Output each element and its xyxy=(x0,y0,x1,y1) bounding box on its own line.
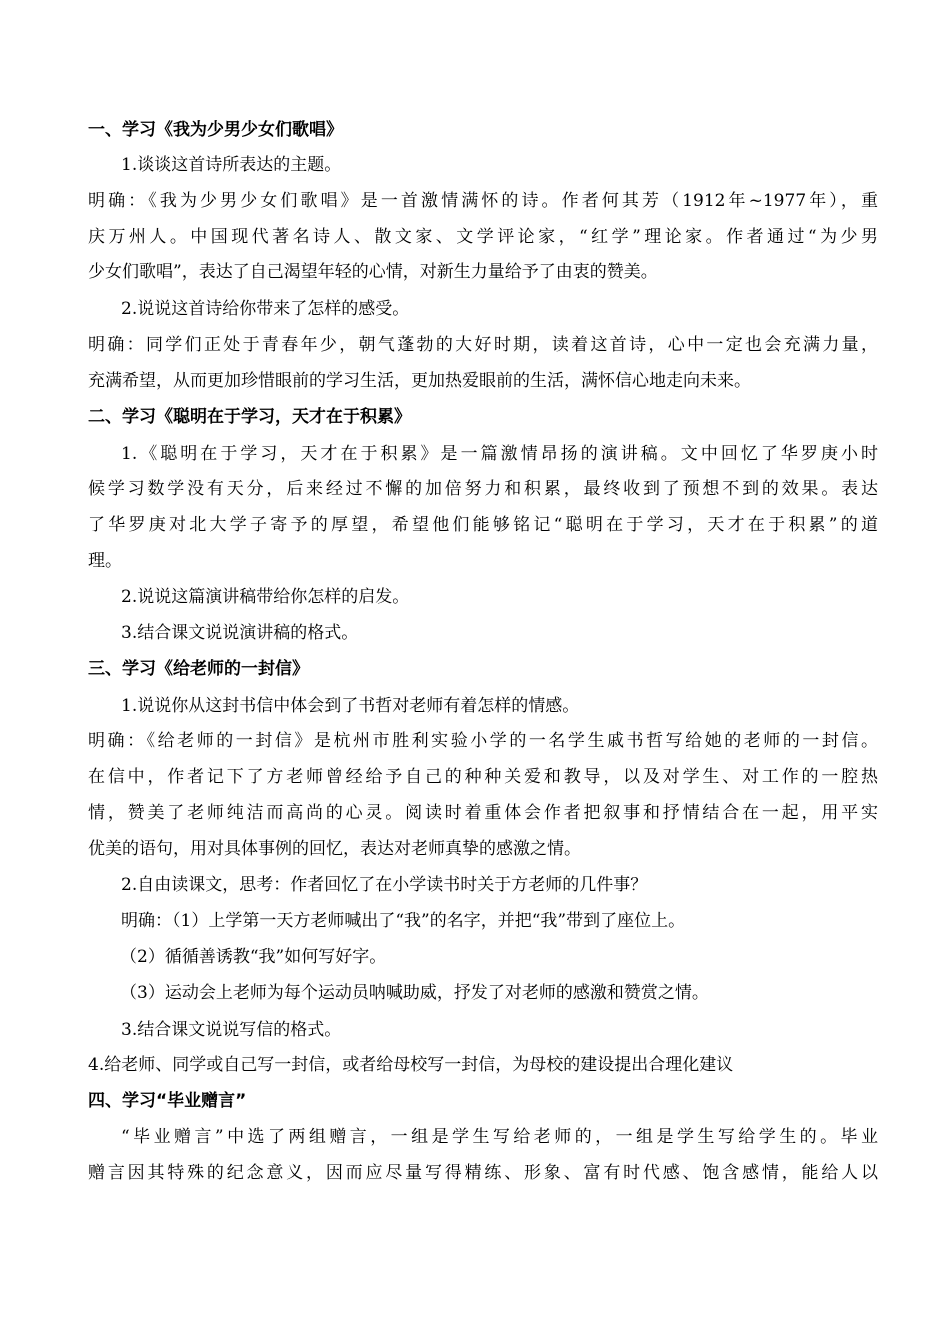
section-heading-3: 三、学习《给老师的一封信》 xyxy=(88,659,309,679)
section-heading-2: 二、学习《聪明在于学习，天才在于积累》 xyxy=(88,407,411,427)
answer-3-2-item-1: 明确：（1）上学第一天方老师喊出了“我”的名字，并把“我”带到了座位上。 xyxy=(121,911,686,931)
answer-line: 明确：《我为少男少女们歌唱》是一首激情满怀的诗。作者何其芳（1912年~1977年），重 xyxy=(88,191,878,211)
question-3-2: 2.自由读课文，思考：作者回忆了在小学读书时关于方老师的几件事？ xyxy=(121,875,648,895)
question-2-2: 2.说说这篇演讲稿带给你怎样的启发。 xyxy=(121,587,410,607)
question-1-1: 1.谈谈这首诗所表达的主题。 xyxy=(121,155,342,175)
question-3-4: 4.给老师、同学或自己写一封信，或者给母校写一封信，为母校的建设提出合理化建议 xyxy=(88,1055,734,1075)
paragraph-line: “毕业赠言”中选了两组赠言，一组是学生写给老师的，一组是学生写给学生的。毕业 xyxy=(121,1127,878,1147)
paragraph-line: 了华罗庚对北大学子寄予的厚望，希望他们能够铭记“聪明在于学习，天才在于积累”的道 xyxy=(88,515,878,535)
paragraph-line: 候学习数学没有天分，后来经过不懈的加倍努力和积累，最终收到了预想不到的效果。表达 xyxy=(88,479,878,499)
paragraph-line: 赠言因其特殊的纪念意义，因而应尽量写得精练、形象、富有时代感、饱含感情，能给人以 xyxy=(88,1163,878,1183)
answer-line: 优美的语句，用对具体事例的回忆，表达对老师真挚的感激之情。 xyxy=(88,839,581,859)
question-3-1: 1.说说你从这封书信中体会到了书哲对老师有着怎样的情感。 xyxy=(121,696,580,716)
question-2-3: 3.结合课文说说演讲稿的格式。 xyxy=(121,623,359,643)
answer-line: 在信中，作者记下了方老师曾经给予自己的种种关爱和教导，以及对学生、对工作的一腔热 xyxy=(88,767,878,787)
answer-line: 少女们歌唱”，表达了自己渴望年轻的心情，对新生力量给予了由衷的赞美。 xyxy=(88,262,658,282)
section-heading-1: 一、学习《我为少男少女们歌唱》 xyxy=(88,120,343,140)
paragraph-line: 理。 xyxy=(88,551,122,571)
answer-line: 情，赞美了老师纯洁而高尚的心灵。阅读时着重体会作者把叙事和抒情结合在一起，用平实 xyxy=(88,803,878,823)
answer-3-2-item-2: （2）循循善诱教“我”如何写好字。 xyxy=(120,947,387,967)
answer-3-2-item-3: （3）运动会上老师为每个运动员呐喊助威，抒发了对老师的感激和赞赏之情。 xyxy=(120,983,709,1003)
section-heading-4: 四、学习“毕业赠言” xyxy=(88,1091,247,1111)
paragraph-line: 1.《聪明在于学习，天才在于积累》是一篇激情昂扬的演讲稿。文中回忆了华罗庚小时 xyxy=(121,444,878,464)
answer-line: 充满希望，从而更加珍惜眼前的学习生活，更加热爱眼前的生活，满怀信心地走向未来。 xyxy=(88,371,751,391)
answer-line: 明确：同学们正处于青春年少，朝气蓬勃的大好时期，读着这首诗，心中一定也会充满力量， xyxy=(88,335,878,355)
question-3-3: 3.结合课文说说写信的格式。 xyxy=(121,1020,342,1040)
answer-line: 明确：《给老师的一封信》是杭州市胜利实验小学的一名学生戚书哲写给她的老师的一封信。 xyxy=(88,731,878,751)
question-1-2: 2.说说这首诗给你带来了怎样的感受。 xyxy=(121,299,410,319)
answer-line: 庆万州人。中国现代著名诗人、散文家、文学评论家，“红学”理论家。作者通过“为少男 xyxy=(88,227,878,247)
